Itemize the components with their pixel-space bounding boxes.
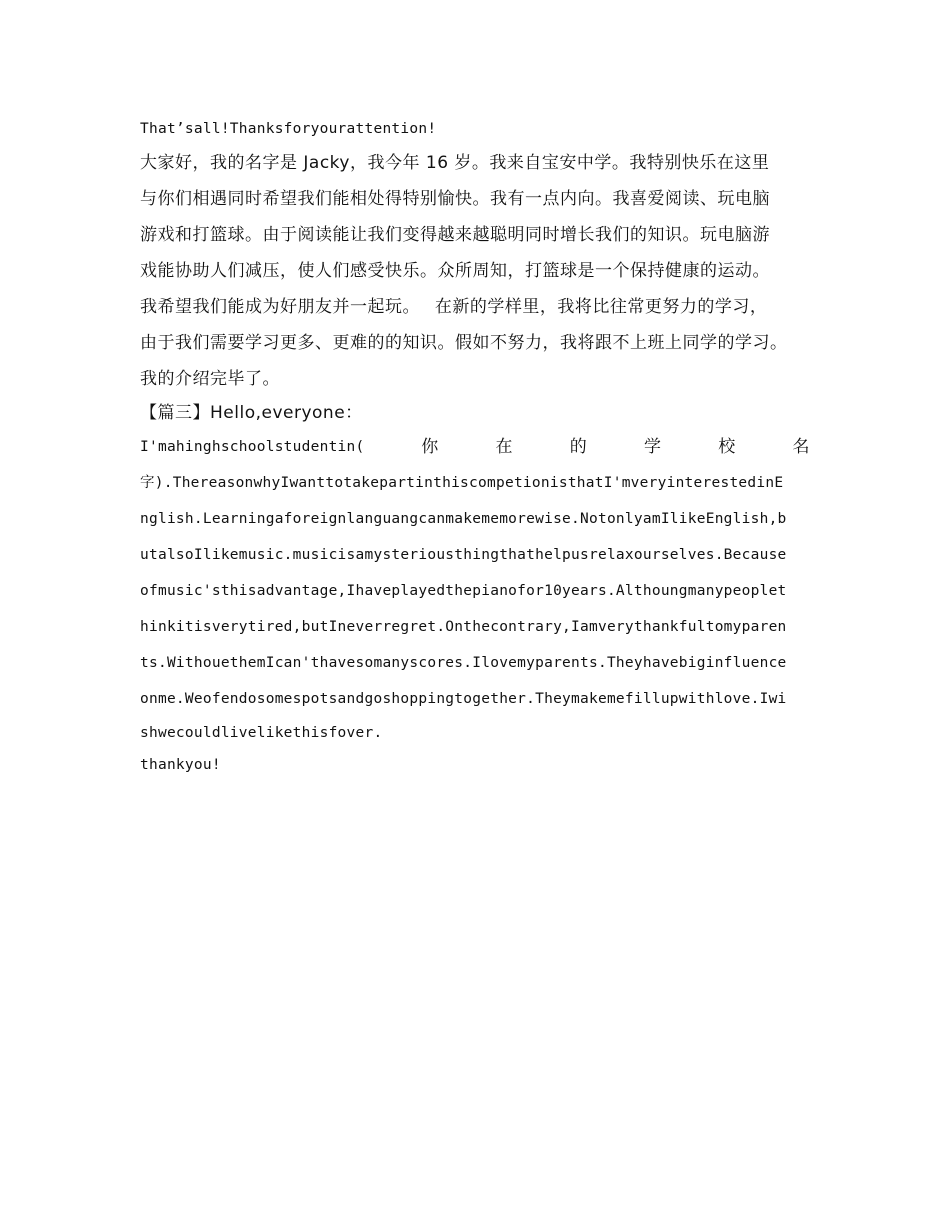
paragraph-first-line [140, 429, 810, 465]
paragraph-line: utalsoIlikemusic.musicisamysteriousthingthathelpusrelaxourselves.Because [140, 547, 787, 563]
paragraph-line: 戏能协助人们减压，使人们感受快乐。众所周知，打篮球是一个保持健康的运动。 [140, 261, 770, 281]
document-body [140, 113, 810, 781]
closing-line: That’sall!Thanksforyourattention! [140, 121, 437, 137]
first-line-char: 名 [792, 437, 810, 457]
paragraph-line: 与你们相遇同时希望我们能相处得特别愉快。我有一点内向。我喜爱阅读、玩电脑 [140, 189, 770, 209]
paragraph-line: onme.Weofendosomespotsandgoshoppingtogether.Theymakemefillupwithlove.Iwi [140, 691, 787, 707]
first-line-char: 在 [495, 437, 513, 457]
paragraph-line: 由于我们需要学习更多、更难的的知识。假如不努力，我将跟不上班上同学的学习。 [140, 333, 788, 353]
first-line-char: 学 [644, 437, 662, 457]
paragraph-line: 大家好，我的名字是 Jacky，我今年 16 岁。我来自宝安中学。我特别快乐在这里 [140, 153, 770, 173]
paragraph-line: 我的介绍完毕了。 [140, 369, 280, 389]
first-line-char: 你 [421, 437, 439, 457]
paragraph-line: 游戏和打篮球。由于阅读能让我们变得越来越聪明同时增长我们的知识。玩电脑游 [140, 225, 770, 245]
paragraph-line: hinkitisverytired,butIneverregret.Onthecontrary,Iamverythankfultomyparen [140, 619, 787, 635]
paragraph-line: 字).ThereasonwhyIwanttotakepartinthiscompetionisthatI'mveryinterestedinE [140, 475, 784, 491]
paragraph-line: ts.WithouethemIcan'thavesomanyscores.Ilovemyparents.Theyhavebiginfluence [140, 655, 787, 671]
first-line-char: 的 [569, 437, 588, 457]
first-line-start: I'mahinghschoolstudentin( [140, 439, 365, 455]
closing-thanks: thankyou! [140, 757, 221, 773]
paragraph-line: shwecouldlivelikethisfover. [140, 725, 383, 741]
section-heading: 【篇三】Hello,everyone： [140, 403, 363, 423]
section-three [140, 397, 810, 781]
paragraph-line: ofmusic'sthisadvantage,Ihaveplayedthepianofor10years.Althoungmanypeoplet [140, 583, 787, 599]
paragraph-line: nglish.Learningaforeignlanguangcanmakememorewise.NotonlyamIlikeEnglish,b [140, 511, 787, 527]
paragraph-line: 我希望我们能成为好朋友并一起玩。 在新的学样里，我将比往常更努力的学习， [140, 297, 768, 317]
first-line-char: 校 [718, 437, 736, 457]
section-two [140, 145, 810, 397]
